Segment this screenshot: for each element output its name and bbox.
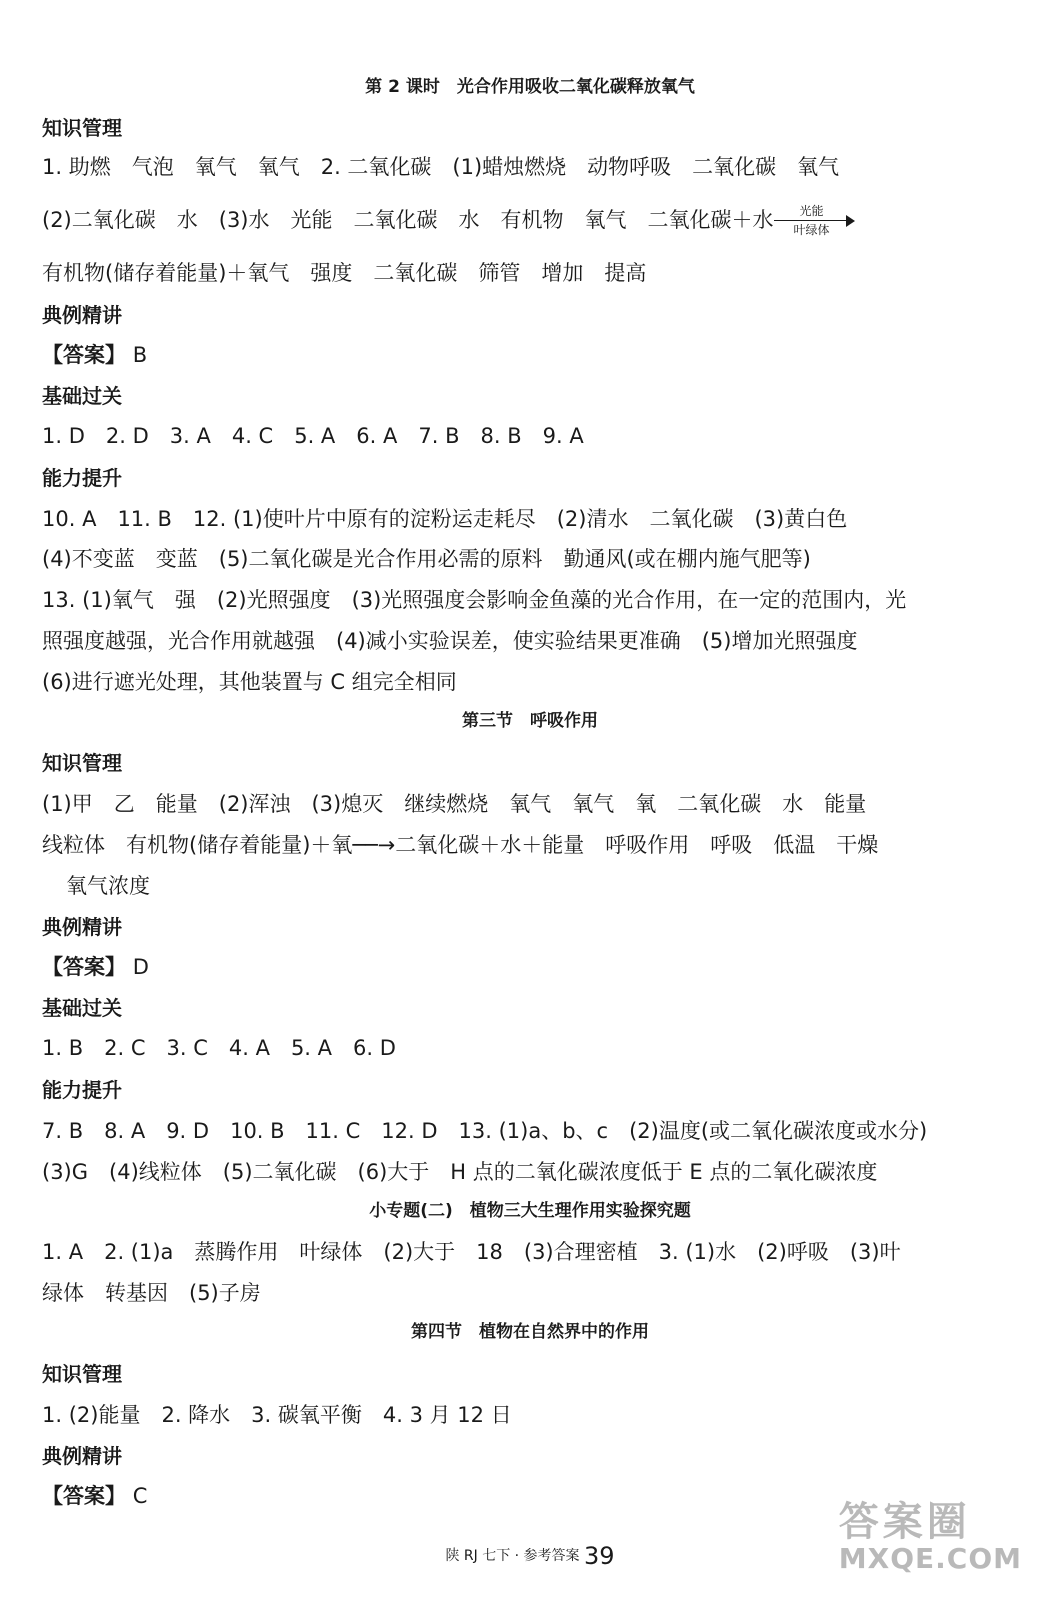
arrow-condition-bottom: 叶绿体 <box>793 223 830 237</box>
watermark-logo <box>839 1500 1022 1574</box>
knowledge-line <box>42 205 854 236</box>
ability-line: 照强度越强，光合作用就越强 (4)减小实验误差，使实验结果更准确 (5)增加光照强度 <box>42 629 858 653</box>
knowledge-line: (1)甲 乙 能量 (2)浑浊 (3)熄灭 继续燃烧 氧气 氧气 氧 二氧化碳 水 能量 <box>42 792 867 816</box>
answer-value: C <box>132 1484 148 1508</box>
knowledge-line: 1. 助燃 气泡 氧气 氧气 2. 二氧化碳 (1)蜡烛燃烧 动物呼吸 二氧化碳 氧气 <box>42 155 840 179</box>
ability-line: 10. A 11. B 12. (1)使叶片中原有的淀粉运走耗尽 (2)清水 二氧化碳 (3)黄白色 <box>42 507 848 531</box>
answer-line <box>42 952 149 982</box>
section-title-respiration: 第三节 呼吸作用 <box>462 711 598 731</box>
topic-line: 绿体 转基因 (5)子房 <box>42 1281 261 1305</box>
ability-line: 13. (1)氧气 强 (2)光照强度 (3)光照强度会影响金鱼藻的光合作用，在一定的范围内，光 <box>42 588 907 612</box>
footer-label: 陕 RJ 七下 · 参考答案 <box>445 1548 580 1564</box>
reaction-arrow-icon <box>774 206 854 236</box>
page-number: 39 <box>584 1542 615 1570</box>
topic-line: 1. A 2. (1)a 蒸腾作用 叶绿体 (2)大于 18 (3)合理密植 3. (1)水 (2)呼吸 (3)叶 <box>42 1240 901 1264</box>
section-title-plants-in-nature: 第四节 植物在自然界中的作用 <box>411 1322 649 1342</box>
heading-ability: 能力提升 <box>42 466 122 490</box>
ability-line: (3)G (4)线粒体 (5)二氧化碳 (6)大于 H 点的二氧化碳浓度低于 E 点的二氧化碳浓度 <box>42 1160 878 1184</box>
section-title-photosynthesis-lesson2: 第 2 课时 光合作用吸收二氧化碳释放氧气 <box>365 77 695 97</box>
heading-example: 典例精讲 <box>42 303 122 327</box>
answer-label: 【答案】 <box>42 343 126 367</box>
heading-knowledge: 知识管理 <box>42 751 122 775</box>
answer-line <box>42 340 147 370</box>
heading-basic: 基础过关 <box>42 384 122 408</box>
basic-answers: 1. D 2. D 3. A 4. C 5. A 6. A 7. B 8. B 9. A <box>42 424 584 448</box>
answer-value: D <box>132 955 149 979</box>
arrow-condition-top: 光能 <box>799 204 824 218</box>
heading-example: 典例精讲 <box>42 1444 122 1468</box>
watermark-url: MXQE.COM <box>838 1542 1022 1575</box>
section-title-special-topic: 小专题(二) 植物三大生理作用实验探究题 <box>369 1201 691 1221</box>
ability-line: (4)不变蓝 变蓝 (5)二氧化碳是光合作用必需的原料 勤通风(或在棚内施气肥等) <box>42 547 811 571</box>
knowledge-line: 线粒体 有机物(储存着能量)＋氧──→二氧化碳＋水＋能量 呼吸作用 呼吸 低温 干燥 <box>42 833 879 857</box>
watermark-text: 答案圈 <box>838 1499 971 1545</box>
basic-answers: 1. B 2. C 3. C 4. A 5. A 6. D <box>42 1036 396 1060</box>
heading-basic: 基础过关 <box>42 996 122 1020</box>
heading-ability: 能力提升 <box>42 1078 122 1102</box>
knowledge-line: 1. (2)能量 2. 降水 3. 碳氧平衡 4. 3 月 12 日 <box>42 1403 512 1427</box>
knowledge-line: 氧气浓度 <box>66 874 150 898</box>
knowledge-text: (2)二氧化碳 水 (3)水 光能 二氧化碳 水 有机物 氧气 二氧化碳＋水 <box>42 208 774 232</box>
heading-knowledge: 知识管理 <box>42 116 122 140</box>
heading-knowledge: 知识管理 <box>42 1362 122 1386</box>
ability-line: (6)进行遮光处理，其他装置与 C 组完全相同 <box>42 670 457 694</box>
answer-line <box>42 1481 147 1511</box>
answer-label: 【答案】 <box>42 955 126 979</box>
answer-value: B <box>132 343 148 367</box>
knowledge-line: 有机物(储存着能量)＋氧气 强度 二氧化碳 筛管 增加 提高 <box>42 261 647 285</box>
answer-label: 【答案】 <box>42 1484 126 1508</box>
heading-example: 典例精讲 <box>42 915 122 939</box>
ability-line: 7. B 8. A 9. D 10. B 11. C 12. D 13. (1)a、b、c (2)温度(或二氧化碳浓度或水分) <box>42 1119 928 1143</box>
